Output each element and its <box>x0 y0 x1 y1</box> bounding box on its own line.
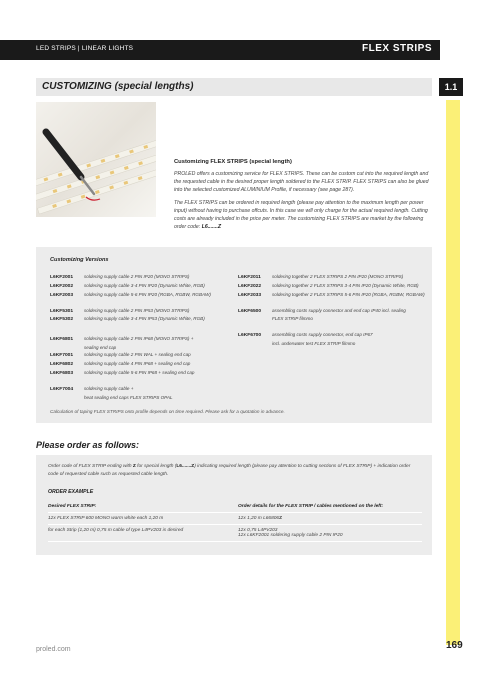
header-cell: Desired FLEX STRIP: <box>48 504 97 509</box>
table-header-row <box>48 501 422 513</box>
order-box <box>36 455 432 555</box>
order-example-title: ORDER EXAMPLE <box>48 489 94 495</box>
version-item-sub: heat sealing end caps FLEX STRIPS OPAL <box>84 394 173 400</box>
versions-left-column <box>50 273 240 406</box>
version-item: L6KF6801 soldering supply cable 2 PIN IP68 (MONO STRIPS) + <box>50 336 194 343</box>
version-item: L6KF2001 soldering supply cable 2 PIN IP20 (MONO STRIPS) <box>50 274 190 280</box>
version-item: L6KF7004 soldering supply cable + <box>50 385 134 392</box>
version-item: L6KF2011 soldering together 2 FLEX STRIPS 2 PIN IP20 (MONO STRIPS) <box>238 274 404 280</box>
calculation-note: Calculation of taping FLEX STRIPS onto profile depends on time required. Please ask for a quotation in advance. <box>50 409 285 414</box>
order-code-marker: L6.......Z <box>201 224 221 231</box>
page-number: 169 <box>446 640 463 651</box>
version-item-sub: incl. underwater test FLEX STRIP filmmo <box>272 340 356 346</box>
section-number: 1.1 <box>439 78 463 96</box>
customizing-versions-box <box>36 247 432 423</box>
page-header <box>0 40 440 60</box>
version-item: L6KF2002 soldering supply cable 3-4 PIN IP20 (Dynamic White, RGB) <box>50 282 205 289</box>
version-item: L6KF5302 soldering supply cable 3-4 PIN IP53 (Dynamic White, RGB) <box>50 316 205 323</box>
table-cell: 12x 1,20 m L66806Z <box>238 516 283 521</box>
order-description: Order code of FLEX STRIP ending with Z for special length (L6.......Z) indicating required length (please pay attention to cutting sections of FLEX STRIP) + indication order code of requested cable such as requested cable length. <box>48 464 411 477</box>
intro-paragraph-1: PROLED offers a customizing service for FLEX STRIPS. These can be custom cut into the required length and the requested cable in the desired proper length soldered to the FLEX STRIP. FLEX STRIPS can also be glued into the selected customized ALUMINIUM Profile, if necessary (see page 287). <box>174 170 429 194</box>
version-item: L6KF6700 assembling costs supply connector, end cap IP67 <box>238 331 373 338</box>
version-item: L6KF2022 soldering together 2 FLEX STRIPS 3-4 PIN IP20 (Dynamic White, RGB) <box>238 282 419 289</box>
header-cell: Order details for the FLEX STRIP / cables mentioned on the left: <box>238 504 384 509</box>
version-item: L6KF6803 soldering supply cable 5-6 PIN IP68 + sealing end cap <box>50 370 195 377</box>
intro-text-block <box>174 158 432 236</box>
intro-paragraph-2: The FLEX STRIPS can be ordered in required length (please pay attention to the maximum length per power input) without having to purchase offcuts. In this case we will only charge for the actual required length. Cutting costs are already included in the price per meter. The customizing FLEX STRIPS are market by the following order code: L6.......Z <box>174 200 428 231</box>
section-title-bar <box>36 78 432 96</box>
version-item: L6KF6802 soldering supply cable 4 PIN IP68 + sealing end cap <box>50 361 191 368</box>
table-cell: 12x 0,75 L4PV203 12x L6KF2001 soldering supply cable 2 PIN IP20 <box>238 528 343 538</box>
section-title: CUSTOMIZING (special lengths) <box>42 81 194 92</box>
header-category: LED STRIPS | LINEAR LIGHTS <box>36 45 134 52</box>
order-example-table <box>48 501 422 542</box>
soldering-photo <box>36 102 156 217</box>
version-item: L6KF7001 soldering supply cable 2 PIN WAL + sealing end cap <box>50 352 191 359</box>
version-item: L6KF5301 soldering supply cable 2 PIN IP53 (MONO STRIPS) <box>50 307 190 314</box>
versions-title: Customizing Versions <box>50 257 109 263</box>
intro-title: Customizing FLEX STRIPS (special length) <box>174 159 292 165</box>
accent-side-bar <box>446 100 460 645</box>
version-item-sub: FLEX STRIP filmmo <box>272 316 313 322</box>
footer-website-link[interactable]: proled.com <box>36 646 71 653</box>
table-cell: 12x FLEX STRIP 600 MONO warm white each 1,20 m <box>48 516 164 521</box>
version-item-sub: sealing end cap <box>84 345 117 351</box>
table-row <box>48 513 422 525</box>
version-item: L6KF2033 soldering together 2 FLEX STRIPS 5-6 PIN IP20 (RGBA, RGBW, RGBAW) <box>238 291 425 298</box>
version-item: L6KF2003 soldering supply cable 5-6 PIN IP20 (RGBA, RGBW, RGBAW) <box>50 291 211 298</box>
header-product: FLEX STRIPS <box>362 43 432 54</box>
order-heading: Please order as follows: <box>36 440 140 450</box>
table-cell: for each Strip (1,20 m) 0,75 m cable of type L4PV203 is desired <box>48 528 184 533</box>
version-item: L6KF6500 assembling costs supply connector and end cap IP40 incl. sealing <box>238 307 406 314</box>
versions-right-column <box>238 273 428 352</box>
table-row <box>48 525 422 542</box>
